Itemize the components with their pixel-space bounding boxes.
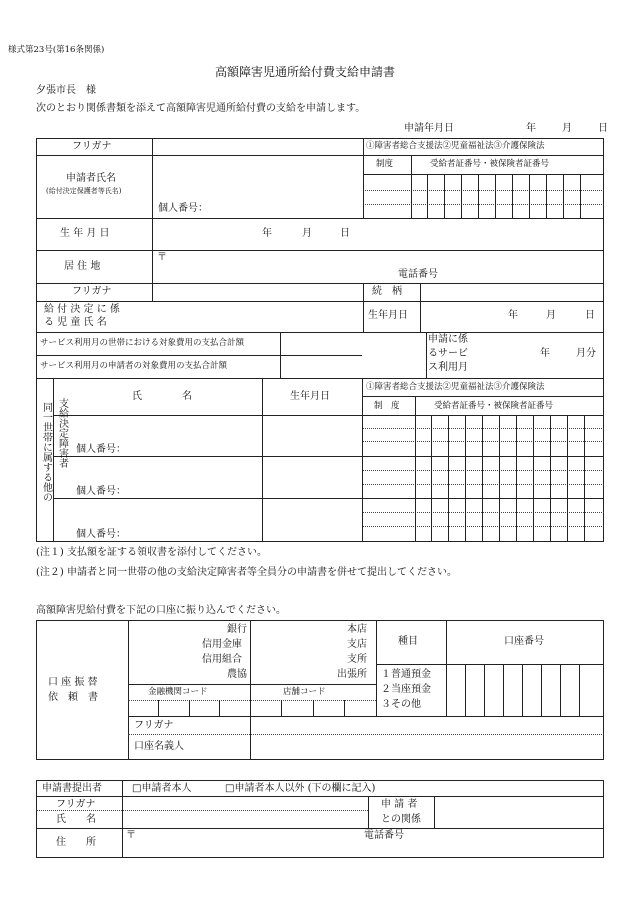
date-year: 年 [526,123,536,134]
applicant-address-label: 居 住 地 [64,261,101,272]
submitter-furigana-label: フリガナ [56,799,96,810]
date-label: 申請年月日 [404,123,454,134]
applicant-furigana-label: フリガナ [72,141,112,152]
service-month-label-3: ス利用月 [428,362,468,373]
household-side-label-2: 支給決定障害者 [56,398,68,468]
submitter-name-label: 氏 名 [56,814,96,825]
applicant-total-label: サービス利用月の申請者の対象費用の支払合計額 [40,361,228,371]
branch-code-label: 店舗コード [283,687,326,697]
service-month-label-1: 申請に係 [428,334,468,345]
inst-type-0: 銀行 [227,624,247,635]
applicant-birth-year: 年 [262,228,272,239]
date-day: 日 [598,123,608,134]
child-relation-label: 続 柄 [372,286,402,297]
applicant-phone-label: 電話番号 [398,269,438,280]
applicant-postal-mark: 〒 [157,252,167,263]
submitter-relation-label-1: 申 請 者 [381,799,418,810]
applicant-cert-label: 受給者証番号・被保険者証番号 [430,159,550,169]
applicant-name-label: 申請者氏名 [66,173,116,184]
deposit-type-0: １普通預金 [381,669,431,680]
note-1: (注１) 支払額を証する領収書を添付してください。 [36,547,267,558]
service-month-year: 年 [540,348,550,359]
applicant-personal-number-label: 個人番号： [158,203,208,214]
household-side-label-1: 同一世帯に属する他の [40,402,52,502]
service-month-unit: 月分 [576,348,596,359]
branch-type-0: 本店 [347,624,367,635]
addressee: 夕張市長 様 [36,85,96,96]
submitter-label: 申請書提出者 [42,783,102,794]
date-month: 月 [562,123,572,134]
page-title: 高額障害児通所給付費支給申請書 [215,65,396,79]
child-birth-year: 年 [508,310,518,321]
submitter-phone-label: 電話番号 [364,830,404,841]
inst-type-2: 信用組合 [202,654,242,665]
submitter-address-label: 住 所 [56,837,96,848]
submitter-postal-mark: 〒 [126,830,136,841]
submitter-relation-label-2: との関係 [381,814,421,825]
branch-type-1: 支店 [347,639,367,650]
inst-type-1: 信用金庫 [202,639,242,650]
bank-furigana-label: フリガナ [134,720,174,731]
applicant-name-note: (給付決定保護者等氏名) [46,187,122,195]
note-2: (注２) 申請者と同一世帯の他の支給決定障害者等全員分の申請書を併せて提出してください。 [36,567,457,578]
submitter-option-self[interactable]: □申請者本人 [132,783,192,794]
household-total-label: サービス利用月の世帯における対象費用の支払合計額 [40,338,245,348]
household-cert-label: 受給者証番号・被保険者証番号 [434,401,554,411]
bank-lead-text: 高額障害児給付費を下記の口座に振り込んでください。 [36,605,286,616]
child-birth-label: 生年月日 [368,310,408,321]
household-name-header: 氏 名 [132,391,192,402]
account-type-label: 種目 [398,636,418,647]
child-birth-day: 日 [585,310,595,321]
child-name-label-1: 給 付 決 定 に 係 [44,304,120,315]
applicant-law-header: ①障害者総合支援法②児童福祉法③介護保険法 [366,141,545,151]
child-birth-month: 月 [546,310,556,321]
branch-type-2: 支所 [347,654,367,665]
account-number-label: 口座番号 [504,636,544,647]
account-holder-label: 口座名義人 [134,741,184,752]
applicant-system-label: 制度 [376,159,394,169]
bank-section-label-1: 口 座 振 替 [48,677,98,688]
household-system-label: 制 度 [374,401,400,411]
applicant-birth-day: 日 [340,228,350,239]
child-furigana-label: フリガナ [72,286,112,297]
bank-section-label-2: 依 頼 書 [48,692,98,703]
deposit-type-2: ３その他 [381,699,421,710]
inst-type-3: 農協 [227,669,247,680]
intro-text: 次のとおり関係書類を添えて高額障害児通所給付費の支給を申請します。 [36,103,366,114]
household-law-header: ①障害者総合支援法②児童福祉法③介護保険法 [366,382,545,392]
household-personal-number-2: 個人番号： [76,486,126,497]
submitter-option-other[interactable]: □申請者本人以外 (下の欄に記入) [225,783,376,794]
branch-type-3: 出張所 [337,669,367,680]
applicant-birth-month: 月 [302,228,312,239]
deposit-type-1: ２当座預金 [381,684,431,695]
service-month-label-2: るサービ [428,348,468,359]
bank-code-label: 金融機関コード [148,687,208,697]
household-personal-number-3: 個人番号： [76,529,126,540]
household-personal-number-1: 個人番号： [76,444,126,455]
child-name-label-2: る 児 童 氏 名 [44,317,107,328]
form-number: 様式第23号(第16条関係) [8,45,105,55]
applicant-birth-label: 生 年 月 日 [60,228,110,239]
household-birth-header: 生年月日 [290,391,330,402]
